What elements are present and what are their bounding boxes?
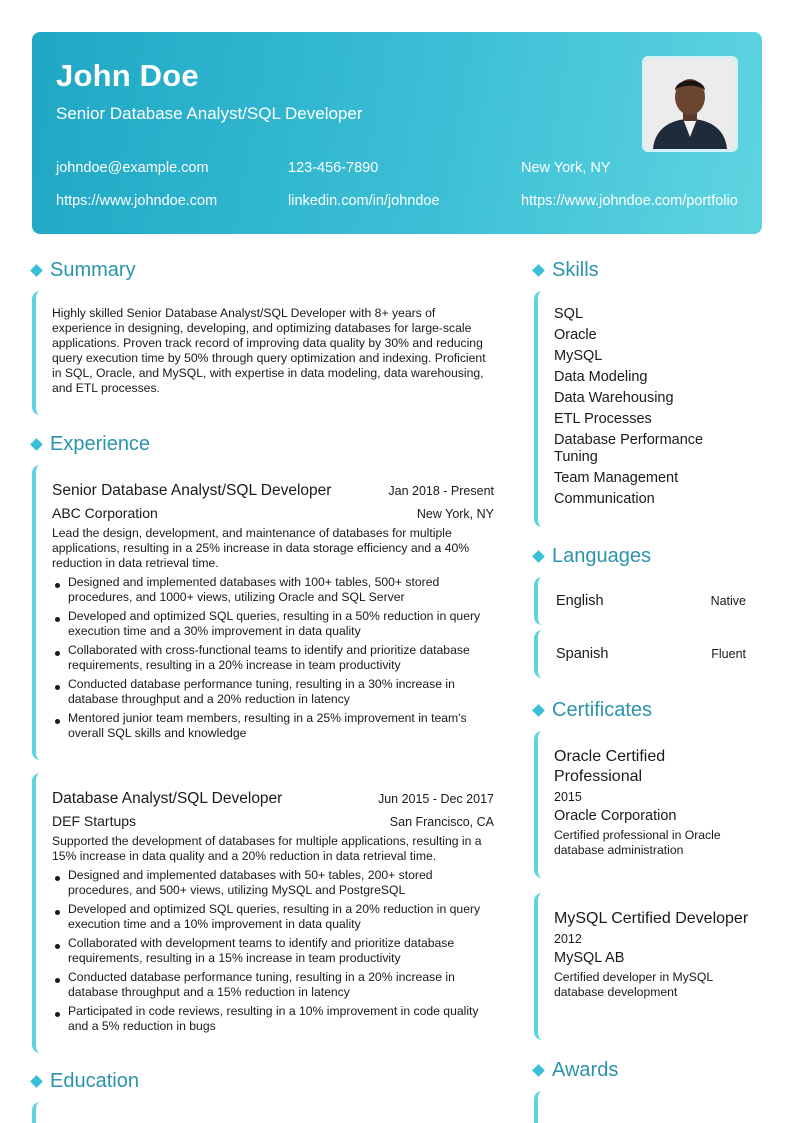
education-block xyxy=(32,1102,502,1123)
summary-block xyxy=(32,291,502,415)
language-name: Spanish xyxy=(556,646,609,662)
languages-heading: Languages xyxy=(532,545,651,568)
location-text: New York, NY xyxy=(521,160,611,176)
experience-item xyxy=(32,465,502,760)
profile-portrait-image xyxy=(645,59,735,149)
profile-photo xyxy=(642,56,738,152)
experience-heading: Experience xyxy=(30,433,150,456)
skill-item: SQL xyxy=(554,306,584,322)
certificate-name: Oracle Certified Professional xyxy=(554,748,666,785)
job-bullet: Designed and implemented databases with 100+ tables, 500+ stored procedures, and 1000+ views, utilizing Oracle and SQL Server xyxy=(52,575,494,605)
awards-block xyxy=(534,1091,760,1123)
job-location: San Francisco, CA xyxy=(389,815,494,829)
job-bullet: Developed and optimized SQL queries, resulting in a 50% reduction in query execution time and a 30% improvement in data quality xyxy=(52,609,494,639)
candidate-title: Senior Database Analyst/SQL Developer xyxy=(56,104,363,123)
job-description: Supported the development of databases for multiple applications, resulting in a 15% increase in data quality and a 20% reduction in data retrieval time. xyxy=(52,834,482,863)
job-location: New York, NY xyxy=(416,507,494,521)
resume-header xyxy=(32,32,762,234)
summary-text: Highly skilled Senior Database Analyst/SQL Developer with 8+ years of experience in designing, developing, and optimizing databases for large-scale applications. Proven track record of improving data quality by 30% and reducing query execution time by 50% through query optimization and indexing. Proficient in SQL, Oracle, and MySQL, with expertise in data modeling, data warehousing, and ETL processes. xyxy=(52,306,486,395)
job-bullet: Developed and optimized SQL queries, resulting in a 20% reduction in query execution time and a 10% improvement in data quality xyxy=(52,902,494,932)
awards-heading: Awards xyxy=(532,1059,618,1082)
certificate-issuer: Oracle Corporation xyxy=(554,808,677,824)
company-name: ABC Corporation xyxy=(52,505,158,521)
job-bullet: Conducted database performance tuning, resulting in a 30% increase in database throughput and a 20% reduction in latency xyxy=(52,677,494,707)
certificate-item xyxy=(534,893,760,1040)
skills-block xyxy=(534,291,760,527)
job-bullet: Participated in code reviews, resulting in a 10% improvement in code quality and a 5% reduction in bugs xyxy=(52,1004,494,1034)
certificates-heading: Certificates xyxy=(532,699,652,722)
skill-item: MySQL xyxy=(554,348,603,364)
language-level: Fluent xyxy=(711,647,746,661)
job-dates: Jan 2018 - Present xyxy=(388,484,494,498)
phone-number: 123-456-7890 xyxy=(288,160,379,176)
certificate-year: 2012 xyxy=(554,932,582,946)
website-link[interactable]: https://www.johndoe.com xyxy=(56,193,218,209)
skill-item: ETL Processes xyxy=(554,411,652,427)
job-bullet: Collaborated with development teams to identify and prioritize database requirements, resulting in a 15% increase in team productivity xyxy=(52,936,494,966)
skill-item: Data Modeling xyxy=(554,369,648,385)
certificate-name: MySQL Certified Developer xyxy=(554,910,749,927)
diamond-bullet-icon xyxy=(30,438,43,451)
company-name: DEF Startups xyxy=(52,813,137,829)
job-bullet: Conducted database performance tuning, resulting in a 20% increase in database throughput and a 15% reduction in latency xyxy=(52,970,494,1000)
job-title: Senior Database Analyst/SQL Developer xyxy=(52,482,332,499)
summary-heading: Summary xyxy=(30,259,136,282)
job-title: Database Analyst/SQL Developer xyxy=(52,790,283,807)
certificate-issuer: MySQL AB xyxy=(554,950,625,966)
job-description: Lead the design, development, and maintenance of databases for multiple applications, resulting in a 25% increase in data storage efficiency and a 40% reduction in data retrieval time. xyxy=(52,526,470,570)
job-bullet: Collaborated with cross-functional teams to identify and prioritize database requirements, resulting in a 20% increase in team productivity xyxy=(52,643,494,673)
education-heading: Education xyxy=(30,1070,139,1093)
certificate-description: Certified developer in MySQL database development xyxy=(554,970,713,999)
certificate-description: Certified professional in Oracle database administration xyxy=(554,828,721,857)
portfolio-link[interactable]: https://www.johndoe.com/portfolio xyxy=(521,193,738,209)
skill-item: Data Warehousing xyxy=(554,390,674,406)
candidate-name: John Doe xyxy=(56,58,199,93)
experience-item xyxy=(32,773,502,1053)
language-item xyxy=(534,577,760,625)
job-bullet: Designed and implemented databases with 50+ tables, 200+ stored procedures, and 500+ views, utilizing MySQL and PostgreSQL xyxy=(52,868,494,898)
diamond-bullet-icon xyxy=(30,264,43,277)
job-bullet-list xyxy=(52,868,494,1034)
language-name: English xyxy=(556,593,604,609)
job-bullet: Mentored junior team members, resulting in a 25% improvement in team's overall SQL skills and knowledge xyxy=(52,711,494,741)
diamond-bullet-icon xyxy=(532,264,545,277)
skills-heading: Skills xyxy=(532,259,599,282)
job-dates: Jun 2015 - Dec 2017 xyxy=(377,792,494,806)
email-link[interactable]: johndoe@example.com xyxy=(56,160,209,176)
skill-item: Communication xyxy=(554,491,655,507)
language-level: Native xyxy=(710,594,746,608)
certificate-year: 2015 xyxy=(554,790,582,804)
diamond-bullet-icon xyxy=(532,550,545,563)
skill-item: Team Management xyxy=(554,470,679,486)
language-item xyxy=(534,630,760,678)
diamond-bullet-icon xyxy=(532,704,545,717)
job-bullet-list xyxy=(52,575,494,741)
skill-item: Database Performance Tuning xyxy=(554,432,704,465)
linkedin-link[interactable]: linkedin.com/in/johndoe xyxy=(288,193,440,209)
skill-item: Oracle xyxy=(554,327,597,343)
diamond-bullet-icon xyxy=(532,1064,545,1077)
certificate-item xyxy=(534,731,760,878)
diamond-bullet-icon xyxy=(30,1075,43,1088)
